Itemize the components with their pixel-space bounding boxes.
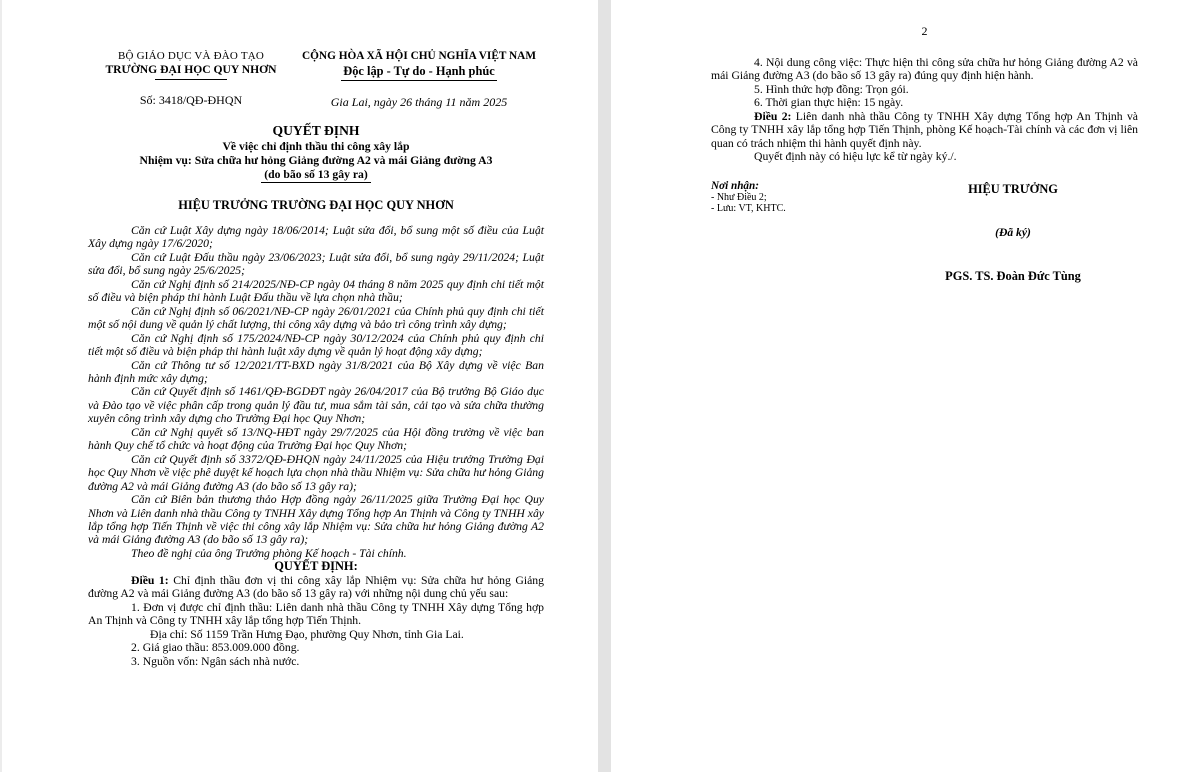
article2-text: Liên danh nhà thầu Công ty TNHH Xây dựng Tổng hợp An Thịnh và Công ty TNHH xây lắp tổng hợp Tiến Thịnh, phòng Kế hoạch-Tài chính và các đơn vị liên quan có trách nhiệm thi hành quyết định này. <box>711 109 1138 150</box>
recital-6: Căn cứ Thông tư số 12/2021/TT-BXD ngày 31/8/2021 của Bộ Xây dựng về việc Ban hành định mức xây dựng; <box>88 358 544 385</box>
article-2 <box>711 110 1138 150</box>
article2-label: Điều 2: <box>754 109 792 123</box>
document-number: Số: 3418/QĐ-ĐHQN <box>139 93 243 107</box>
item-contract-type: 5. Hình thức hợp đồng: Trọn gói. <box>754 82 909 96</box>
recital-4: Căn cứ Nghị định số 06/2021/NĐ-CP ngày 26/01/2021 của Chính phủ quy định chi tiết một số nội dung về quản lý chất lượng, thi công xây dựng và bảo trì công trình xây dựng; <box>88 304 544 332</box>
issuing-authority-block <box>88 50 294 110</box>
recipients-line-1: - Như Điều 2; <box>711 191 767 203</box>
page-2 <box>611 0 1198 772</box>
item-funding: 3. Nguồn vốn: Ngân sách nhà nước. <box>131 654 300 668</box>
dateline: Gia Lai, ngày 26 tháng 11 năm 2025 <box>330 95 508 109</box>
page-number: 2 <box>921 24 928 38</box>
signature-signed-note: (Đã ký) <box>995 225 1031 239</box>
item-price: 2. Giá giao thầu: 853.009.000 đồng. <box>131 641 300 655</box>
signature-name: PGS. TS. Đoàn Đức Tùng <box>945 268 1081 283</box>
recipients-line-2: - Lưu: VT, KHTC. <box>711 203 786 215</box>
recital-3: Căn cứ Nghị định số 214/2025/NĐ-CP ngày 04 tháng 8 năm 2025 quy định chi tiết một số điều và biện pháp thi hành Luật Đấu thầu về lựa chọn nhà thầu; <box>88 277 544 305</box>
national-motto-wrap <box>294 62 544 81</box>
item-contractor: 1. Đơn vị được chỉ định thầu: Liên danh nhà thầu Công ty TNHH Xây dựng Tổng hợp An Thịnh và Công ty TNHH xây lắp tổng hợp Tiến Thịnh. <box>88 600 544 628</box>
signature-title: HIỆU TRƯỞNG <box>968 181 1058 196</box>
recital-9: Căn cứ Quyết định số 3372/QĐ-ĐHQN ngày 24/11/2025 của Hiệu trưởng Trường Đại học Quy Nhơn về việc phê duyệt kế hoạch lựa chọn nhà thầu Nhiệm vụ: Sửa chữa hư hỏng Giảng đường A2 và mái Giảng đường A3 (do bão số 13 gây ra); <box>88 452 544 493</box>
recipients-block <box>711 180 786 284</box>
page2-body <box>711 56 1138 164</box>
page2-footer <box>711 180 1138 284</box>
recipients-title: Nơi nhận: <box>711 179 759 192</box>
decision-cause-wrap <box>88 168 544 183</box>
national-motto: Độc lập - Tự do - Hạnh phúc <box>341 64 496 81</box>
recital-2: Căn cứ Luật Đấu thầu ngày 23/06/2023; Luật sửa đổi, bổ sung ngày 29/11/2024; Luật sửa đổi, bổ sung ngày 25/6/2025; <box>88 250 544 278</box>
page-1 <box>0 0 598 772</box>
recital-8: Căn cứ Nghị quyết số 13/NQ-HĐT ngày 29/7/2025 của Hội đồng trường về việc ban hành Quy chế tổ chức và hoạt động của Trường Đại học Quy Nhơn; <box>88 425 544 453</box>
decision-cause: (do bão số 13 gây ra) <box>261 168 371 183</box>
decision-title-block <box>88 123 544 183</box>
authority-line: HIỆU TRƯỞNG TRƯỜNG ĐẠI HỌC QUY NHƠN <box>178 198 454 212</box>
ministry-name: BỘ GIÁO DỤC VÀ ĐÀO TẠO <box>117 50 265 62</box>
page1-body <box>88 224 544 668</box>
item-scope: 4. Nội dung công việc: Thực hiện thi công sửa chữa hư hỏng Giảng đường A2 và mái Giảng đường A3 (do bão số 13 gây ra) đúng quy định hiện hành. <box>711 56 1138 83</box>
decision-title: QUYẾT ĐỊNH <box>272 123 360 138</box>
header-left-rule <box>155 79 227 80</box>
national-title: CỘNG HÒA XÃ HỘI CHỦ NGHĨA VIỆT NAM <box>301 50 537 62</box>
article-1 <box>88 574 544 601</box>
article1-text: Chỉ định thầu đơn vị thi công xây lắp Nhiệm vụ: Sửa chữa hư hỏng Giảng đường A2 và mái Giảng đường A3 (do bão số 13 gây ra) với những nội dung chủ yếu sau: <box>88 573 544 601</box>
university-name: TRƯỜNG ĐẠI HỌC QUY NHƠN <box>105 63 277 76</box>
recital-10: Căn cứ Biên bản thương thảo Hợp đồng ngày 26/11/2025 giữa Trường Đại học Quy Nhơn và Liên danh nhà thầu Công ty TNHH Xây dựng Tổng hợp An Thịnh và Công ty TNHH xây lắp tổng hợp Tiến Thịnh về việc thi công xây lắp Nhiệm vụ: Sửa chữa hư hỏng Giảng đường A2 và mái Giảng đường A3 (do bão số 13 gây ra); <box>88 493 544 547</box>
recital-1: Căn cứ Luật Xây dựng ngày 18/06/2014; Luật sửa đổi, bổ sung một số điều của Luật Xây dựng ngày 17/6/2020; <box>88 224 544 251</box>
item-address: Địa chỉ: Số 1159 Trần Hưng Đạo, phường Quy Nhơn, tỉnh Gia Lai. <box>150 627 464 641</box>
decree-heading: QUYẾT ĐỊNH: <box>274 559 358 574</box>
decision-subtitle: Về việc chỉ định thầu thi công xây lắp <box>222 140 410 153</box>
page-gutter <box>598 0 611 772</box>
decision-task-line: Nhiệm vụ: Sửa chữa hư hỏng Giảng đường A2 và mái Giảng đường A3 <box>139 154 493 167</box>
signature-block <box>888 182 1138 284</box>
page1-content <box>2 0 598 668</box>
recital-7: Căn cứ Quyết định số 1461/QĐ-BGDĐT ngày 26/04/2017 của Bộ trưởng Bộ Giáo dục và Đào tạo về việc phân cấp trong quản lý đầu tư, mua sắm tài sản, cải tạo và sửa chữa thường xuyên công trình xây dựng cho Trường Đại học Quy Nhơn; <box>88 385 544 426</box>
item-duration: 6. Thời gian thực hiện: 15 ngày. <box>754 96 904 110</box>
page2-content <box>611 0 1198 284</box>
recital-proposal: Theo đề nghị của ông Trưởng phòng Kế hoạch - Tài chính. <box>131 546 407 560</box>
page1-header <box>88 50 544 110</box>
recital-5: Căn cứ Nghị định số 175/2024/NĐ-CP ngày 30/12/2024 của Chính phủ quy định chi tiết một số điều và biện pháp thi hành luật xây dựng về quản lý hoạt động xây dựng; <box>88 331 544 359</box>
effect-line: Quyết định này có hiệu lực kể từ ngày ký./. <box>754 150 957 164</box>
national-motto-block <box>294 50 544 110</box>
article1-label: Điều 1: <box>131 573 169 587</box>
